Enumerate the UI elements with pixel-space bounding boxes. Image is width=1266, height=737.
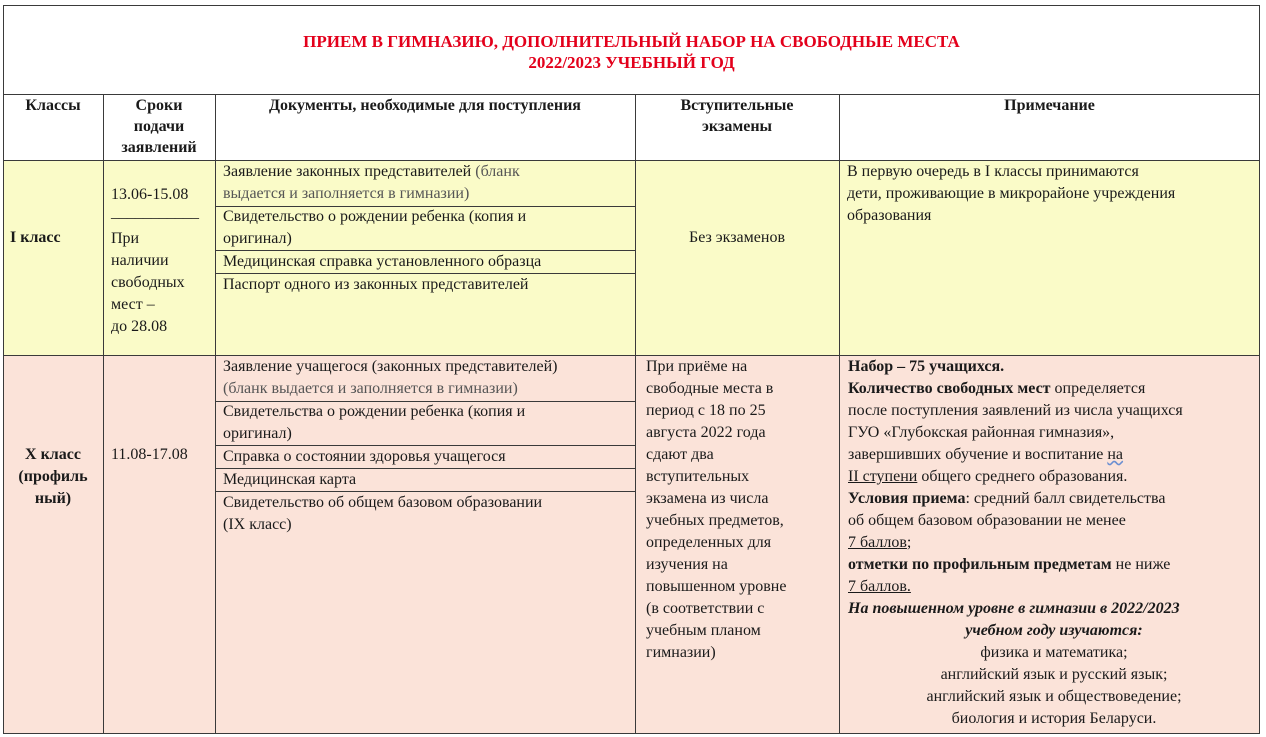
row2-doc-application: Заявление учащегося (законных представителей) (бланк выдается и заполняется в гимназии): [223, 358, 558, 397]
subject-item: физика и математика;: [980, 644, 1128, 661]
doc-line-r2-4: [215, 491, 635, 492]
row2-class: X класс (профиль ный): [18, 446, 88, 507]
row1-exams: Без экзаменов: [689, 229, 785, 246]
header-notes: Примечание: [1004, 97, 1095, 114]
doc-line-r1-2: [215, 250, 635, 251]
row2-doc-birth: Свидетельства о рождении ребенка (копия и оригинал): [223, 403, 526, 442]
doc-line-r2-2: [215, 445, 635, 446]
line-header-bottom: [3, 160, 1260, 161]
col-line-2: [215, 94, 216, 734]
header-classes: Классы: [25, 97, 81, 114]
doc-line-r2-3: [215, 468, 635, 469]
row1-doc-medical: Медицинская справка установленного образца: [223, 253, 542, 270]
doc-line-r1-3: [215, 273, 635, 274]
line-title-bottom: [3, 94, 1260, 95]
row2-deadline: 11.08-17.08: [111, 446, 188, 463]
col-line-3: [635, 94, 636, 734]
col-line-1: [103, 94, 104, 734]
line-row1-bottom: [3, 355, 1260, 356]
subject-item: английский язык и обществоведение;: [926, 688, 1182, 705]
row2-doc-medical-card: Медицинская карта: [223, 471, 357, 488]
title-line-1: ПРИЕМ В ГИМНАЗИЮ, ДОПОЛНИТЕЛЬНЫЙ НАБОР НА СВОБОДНЫЕ МЕСТА: [303, 32, 960, 51]
row1-note: В первую очередь в I классы принимаются дети, проживающие в микрорайоне учреждения образования: [847, 163, 1176, 224]
row1-doc-passport: Паспорт одного из законных представителей: [223, 276, 529, 293]
row2-exams: При приёме на свободные места в период с 18 по 25 августа 2022 года сдают два вступительных экзамена из числа учебных предметов, определенных для изучения на повышенном уровне (в соответствии с учебным планом гимназии): [646, 358, 787, 661]
admission-table: [3, 5, 1260, 734]
row2-doc-certificate: Свидетельство об общем базовом образовании (IX класс): [223, 494, 543, 533]
doc-line-r2-1: [215, 401, 635, 402]
title-line-2: 2022/2023 УЧЕБНЫЙ ГОД: [528, 53, 735, 72]
border-bottom: [3, 733, 1260, 734]
row1-doc-application: Заявление законных представителей (бланк выдается и заполняется в гимназии): [223, 163, 520, 202]
row1-class: I класс: [10, 229, 61, 246]
header-exams: Вступительные экзамены: [680, 97, 794, 135]
page-title: [3, 31, 1260, 73]
border-left: [3, 5, 4, 734]
row1-deadline: 13.06-15.08 ___________ При наличии свободных мест – до 28.08: [111, 186, 199, 335]
subject-item: английский язык и русский язык;: [940, 666, 1168, 683]
header-deadlines: Сроки подачи заявлений: [121, 97, 197, 156]
row1-doc-birth: Свидетельство о рождении ребенка (копия и оригинал): [223, 208, 527, 247]
row2-note: Набор – 75 учащихся. Количество свободных мест определяется после поступления заявлений из числа учащихся ГУО «Глубокская районная гимназия», завершивших обучение и воспитание на II ступени общего среднего образования. Условия приема: средний балл свидетельства об общем базовом образовании не менее 7 баллов; отметки по профильным предметам не ниже 7 баллов. На повышенном уровне в гимназии в 2022/2023 учебном году изучаются: физика и математика; английский язык и русский язык; английский язык и обществоведение; биология и история Беларуси.: [848, 356, 1260, 730]
row2-doc-health: Справка о состоянии здоровья учащегося: [223, 448, 506, 465]
border-top: [3, 5, 1260, 6]
subject-item: биология и история Беларуси.: [951, 710, 1157, 727]
col-line-4: [839, 94, 840, 734]
doc-line-r1-1: [215, 206, 635, 207]
border-right: [1259, 5, 1260, 734]
header-documents: Документы, необходимые для поступления: [269, 97, 581, 114]
